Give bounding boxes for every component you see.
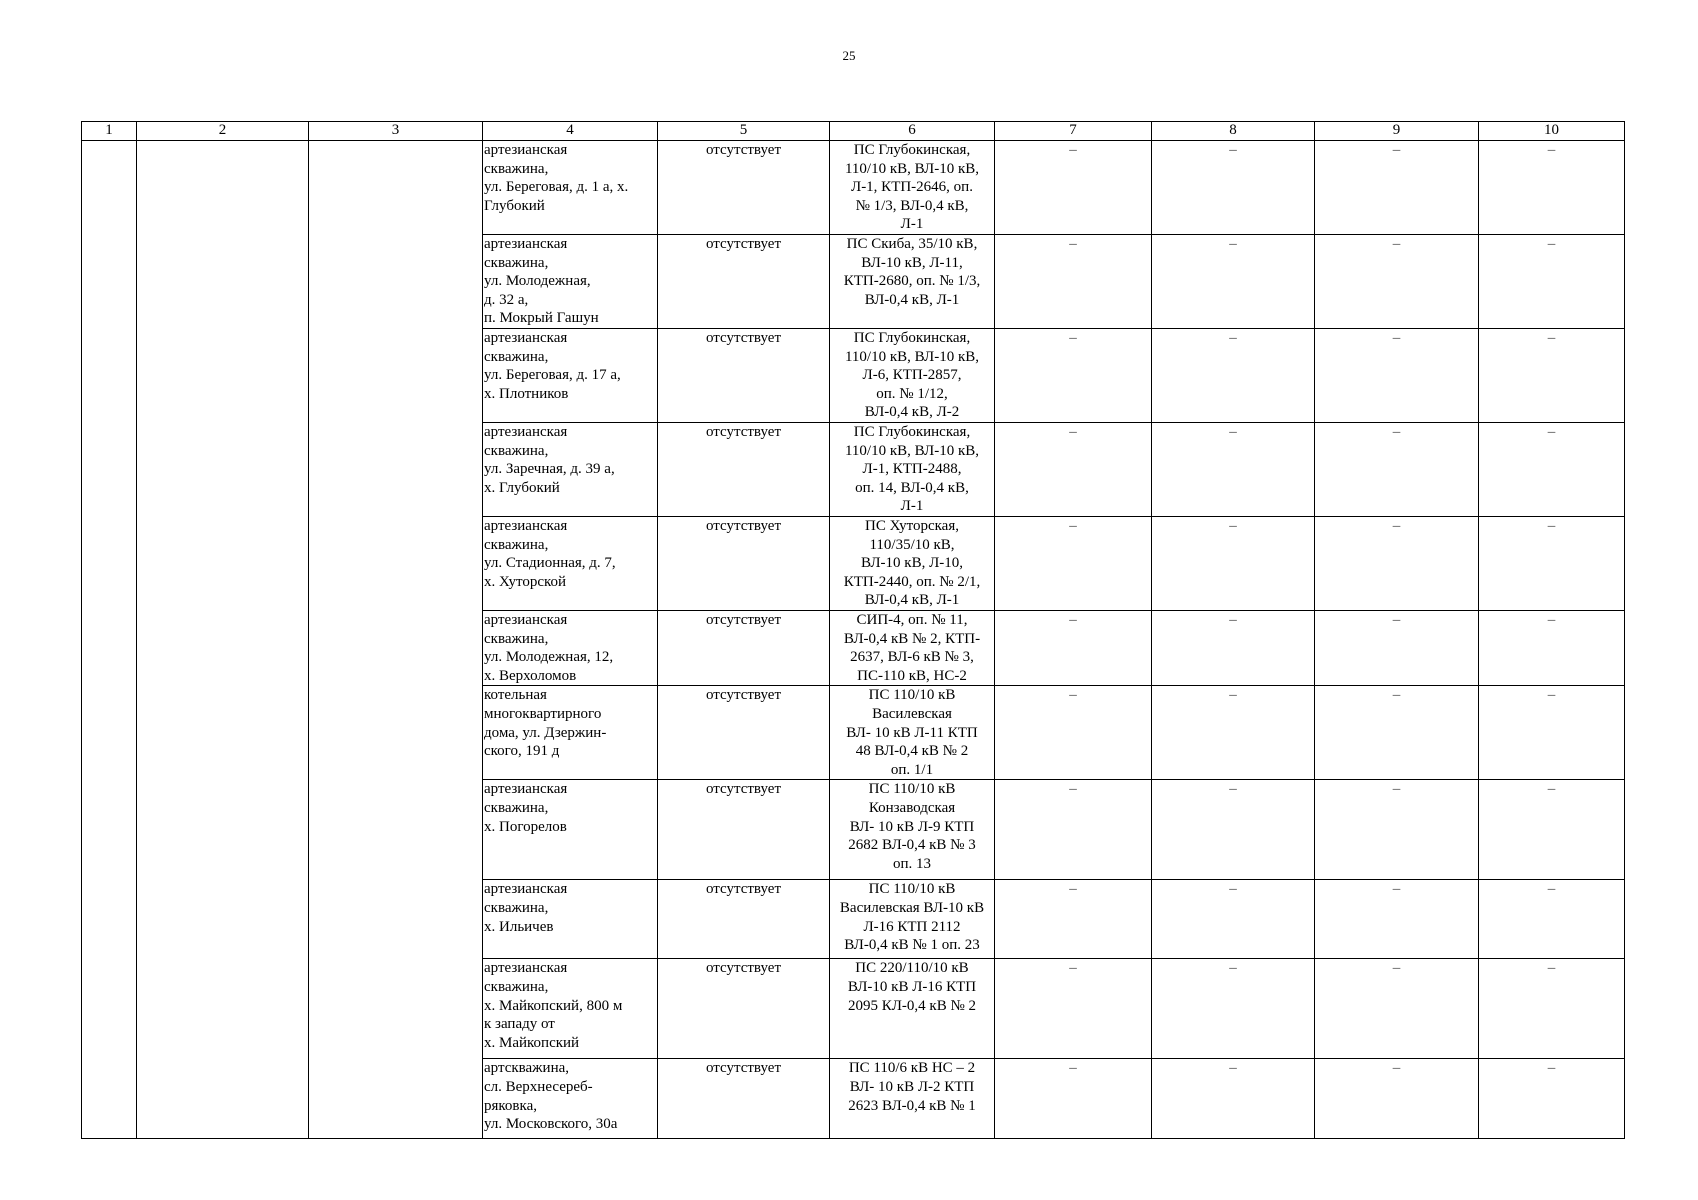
- blank-cell-col-1: [82, 141, 137, 1139]
- col9-cell: –: [1315, 780, 1479, 880]
- col9-cell: –: [1315, 880, 1479, 959]
- col10-cell: –: [1479, 329, 1625, 423]
- col8-cell: –: [1152, 611, 1315, 686]
- col8-cell: –: [1152, 329, 1315, 423]
- col7-cell: –: [995, 611, 1152, 686]
- object-cell: артезианская скважина, х. Ильичев: [483, 880, 658, 959]
- col8-cell: –: [1152, 959, 1315, 1059]
- col7-cell: –: [995, 423, 1152, 517]
- col8-cell: –: [1152, 780, 1315, 880]
- power-source-cell: ПС Хуторская, 110/35/10 кВ, ВЛ-10 кВ, Л-10, КТП-2440, оп. № 2/1, ВЛ-0,4 кВ, Л-1: [830, 517, 995, 611]
- object-cell: артезианская скважина, ул. Береговая, д. 17 а, х. Плотников: [483, 329, 658, 423]
- col7-cell: –: [995, 517, 1152, 611]
- col8-cell: –: [1152, 517, 1315, 611]
- blank-cell-col-2: [137, 141, 309, 1139]
- status-cell: отсутствует: [658, 517, 830, 611]
- col10-cell: –: [1479, 880, 1625, 959]
- page-number: 25: [842, 48, 856, 63]
- power-source-cell: ПС Глубокинская, 110/10 кВ, ВЛ-10 кВ, Л-1, КТП-2646, оп. № 1/3, ВЛ-0,4 кВ, Л-1: [830, 141, 995, 235]
- col9-cell: –: [1315, 423, 1479, 517]
- status-cell: отсутствует: [658, 959, 830, 1059]
- header-cell: 10: [1479, 122, 1625, 141]
- blank-cell-col-3: [309, 141, 483, 1139]
- power-source-cell: ПС Скиба, 35/10 кВ, ВЛ-10 кВ, Л-11, КТП-2680, оп. № 1/3, ВЛ-0,4 кВ, Л-1: [830, 235, 995, 329]
- header-cell: 6: [830, 122, 995, 141]
- col8-cell: –: [1152, 423, 1315, 517]
- col10-cell: –: [1479, 959, 1625, 1059]
- header-cell: 7: [995, 122, 1152, 141]
- col10-cell: –: [1479, 235, 1625, 329]
- header-cell: 8: [1152, 122, 1315, 141]
- col9-cell: –: [1315, 517, 1479, 611]
- col7-cell: –: [995, 686, 1152, 780]
- col7-cell: –: [995, 959, 1152, 1059]
- header-cell: 2: [137, 122, 309, 141]
- table-body: [82, 141, 1625, 1139]
- col7-cell: –: [995, 329, 1152, 423]
- status-cell: отсутствует: [658, 686, 830, 780]
- col7-cell: –: [995, 780, 1152, 880]
- col10-cell: –: [1479, 141, 1625, 235]
- object-cell: артезианская скважина, ул. Стадионная, д. 7, х. Хуторской: [483, 517, 658, 611]
- header-cell: 9: [1315, 122, 1479, 141]
- power-source-cell: ПС 110/10 кВ Василевская ВЛ-10 кВ Л-16 КТП 2112 ВЛ-0,4 кВ № 1 оп. 23: [830, 880, 995, 959]
- col8-cell: –: [1152, 141, 1315, 235]
- header-row: [82, 122, 1625, 141]
- object-cell: артезианская скважина, ул. Заречная, д. 39 а, х. Глубокий: [483, 423, 658, 517]
- col8-cell: –: [1152, 235, 1315, 329]
- col10-cell: –: [1479, 780, 1625, 880]
- object-cell: артезианская скважина, ул. Береговая, д. 1 а, х. Глубокий: [483, 141, 658, 235]
- col7-cell: –: [995, 1059, 1152, 1139]
- status-cell: отсутствует: [658, 1059, 830, 1139]
- power-source-cell: ПС 110/10 кВ Василевская ВЛ- 10 кВ Л-11 КТП 48 ВЛ-0,4 кВ № 2 оп. 1/1: [830, 686, 995, 780]
- object-cell: котельная многоквартирного дома, ул. Дзержин- ского, 191 д: [483, 686, 658, 780]
- col10-cell: –: [1479, 611, 1625, 686]
- power-source-cell: ПС 220/110/10 кВ ВЛ-10 кВ Л-16 КТП 2095 КЛ-0,4 кВ № 2: [830, 959, 995, 1059]
- col8-cell: –: [1152, 1059, 1315, 1139]
- status-cell: отсутствует: [658, 780, 830, 880]
- object-cell: артезианская скважина, х. Майкопский, 800 м к западу от х. Майкопский: [483, 959, 658, 1059]
- col7-cell: –: [995, 141, 1152, 235]
- header-cell: 1: [82, 122, 137, 141]
- power-source-cell: ПС Глубокинская, 110/10 кВ, ВЛ-10 кВ, Л-6, КТП-2857, оп. № 1/12, ВЛ-0,4 кВ, Л-2: [830, 329, 995, 423]
- power-source-cell: ПС Глубокинская, 110/10 кВ, ВЛ-10 кВ, Л-1, КТП-2488, оп. 14, ВЛ-0,4 кВ, Л-1: [830, 423, 995, 517]
- power-source-cell: ПС 110/6 кВ НС – 2 ВЛ- 10 кВ Л-2 КТП 2623 ВЛ-0,4 кВ № 1: [830, 1059, 995, 1139]
- col9-cell: –: [1315, 959, 1479, 1059]
- col9-cell: –: [1315, 1059, 1479, 1139]
- col7-cell: –: [995, 880, 1152, 959]
- status-cell: отсутствует: [658, 611, 830, 686]
- power-source-cell: ПС 110/10 кВ Конзаводская ВЛ- 10 кВ Л-9 КТП 2682 ВЛ-0,4 кВ № 3 оп. 13: [830, 780, 995, 880]
- status-cell: отсутствует: [658, 235, 830, 329]
- header-cell: 5: [658, 122, 830, 141]
- col9-cell: –: [1315, 686, 1479, 780]
- table-row: [82, 141, 1625, 235]
- col7-cell: –: [995, 235, 1152, 329]
- col10-cell: –: [1479, 423, 1625, 517]
- object-cell: артезианская скважина, ул. Молодежная, д. 32 а, п. Мокрый Гашун: [483, 235, 658, 329]
- col10-cell: –: [1479, 517, 1625, 611]
- status-cell: отсутствует: [658, 423, 830, 517]
- col8-cell: –: [1152, 880, 1315, 959]
- col8-cell: –: [1152, 686, 1315, 780]
- col10-cell: –: [1479, 686, 1625, 780]
- col9-cell: –: [1315, 329, 1479, 423]
- object-cell: артскважина, сл. Верхнесереб- ряковка, ул. Московского, 30а: [483, 1059, 658, 1139]
- col9-cell: –: [1315, 141, 1479, 235]
- status-cell: отсутствует: [658, 329, 830, 423]
- power-source-cell: СИП-4, оп. № 11, ВЛ-0,4 кВ № 2, КТП- 2637, ВЛ-6 кВ № 3, ПС-110 кВ, НС-2: [830, 611, 995, 686]
- col9-cell: –: [1315, 235, 1479, 329]
- status-cell: отсутствует: [658, 141, 830, 235]
- col10-cell: –: [1479, 1059, 1625, 1139]
- object-cell: артезианская скважина, ул. Молодежная, 12, х. Верхоломов: [483, 611, 658, 686]
- object-cell: артезианская скважина, х. Погорелов: [483, 780, 658, 880]
- status-cell: отсутствует: [658, 880, 830, 959]
- col9-cell: –: [1315, 611, 1479, 686]
- data-table: [81, 121, 1625, 1139]
- header-cell: 3: [309, 122, 483, 141]
- header-cell: 4: [483, 122, 658, 141]
